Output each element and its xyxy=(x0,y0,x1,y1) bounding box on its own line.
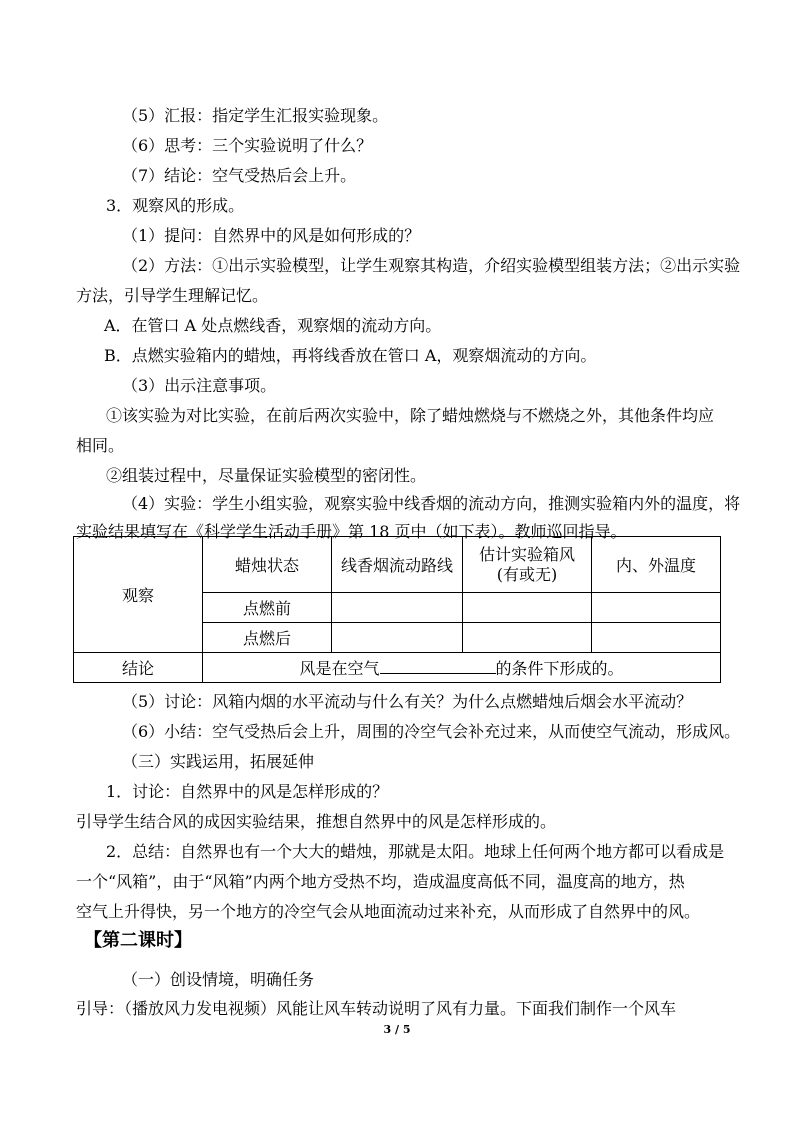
header-cell: 线香烟流动路线 xyxy=(332,537,463,593)
conclusion-cell xyxy=(203,653,721,683)
text-line: （三）实践运用，拓展延伸 xyxy=(122,752,315,771)
header-line: (有或无) xyxy=(496,564,558,584)
empty-cell xyxy=(592,623,721,653)
conclusion-label: 结论 xyxy=(74,653,203,683)
text-line: （5）讨论：风箱内烟的水平流动与什么有关？为什么点燃蜡烛后烟会水平流动？ xyxy=(122,692,693,711)
text-line: 引导学生结合风的成因实验结果，推想自然界中的风是怎样形成的。 xyxy=(76,812,557,831)
text-line: 空气上升得快，另一个地方的冷空气会从地面流动过来补充，从而形成了自然界中的风。 xyxy=(76,902,701,921)
text-line: 一个“风箱”，由于“风箱”内两个地方受热不均，造成温度高低不同，温度高的地方，热 xyxy=(76,872,685,891)
fill-blank[interactable] xyxy=(380,659,496,674)
empty-cell xyxy=(332,623,463,653)
text-line: （2）方法：①出示实验模型，让学生观察其构造，介绍实验模型组装方法；②出示实验 xyxy=(122,256,741,275)
empty-cell xyxy=(463,593,592,623)
empty-cell xyxy=(463,623,592,653)
observation-table xyxy=(73,536,721,683)
text-line: 3．观察风的形成。 xyxy=(106,196,245,215)
text-line: 方法，引导学生理解记忆。 xyxy=(76,286,269,305)
text-line: （6）思考：三个实验说明了什么？ xyxy=(122,136,373,155)
observe-label: 观察 xyxy=(74,537,203,653)
text-line: （7）结论：空气受热后会上升。 xyxy=(122,166,357,185)
text-line: ①该实验为对比实验，在前后两次实验中，除了蜡烛燃烧与不燃烧之外，其他条件均应 xyxy=(106,406,715,425)
conclusion-pre: 风是在空气 xyxy=(299,659,380,678)
text-line: 1．讨论：自然界中的风是怎样形成的？ xyxy=(106,782,389,801)
header-cell: 内、外温度 xyxy=(592,537,721,593)
section-heading: 【第二课时】 xyxy=(84,930,192,951)
text-line: （1）提问：自然界中的风是如何形成的？ xyxy=(122,226,421,245)
header-cell: 蜡烛状态 xyxy=(203,537,332,593)
text-line: （5）汇报：指定学生汇报实验现象。 xyxy=(122,106,389,125)
text-line: （3）出示注意事项。 xyxy=(122,376,277,395)
text-line: 2．总结：自然界也有一个大大的蜡烛，那就是太阳。地球上任何两个地方都可以看成是 xyxy=(106,842,725,861)
empty-cell xyxy=(332,593,463,623)
text-line: B．点燃实验箱内的蜡烛，再将线香放在管口 A，观察烟流动的方向。 xyxy=(104,346,597,365)
text-line: 引导：（播放风力发电视频）风能让风车转动说明了风有力量。下面我们制作一个风车 xyxy=(76,999,677,1018)
row-label: 点燃前 xyxy=(203,593,332,623)
text-line: （4）实验：学生小组实验，观察实验中线香烟的流动方向，推测实验箱内外的温度，将 xyxy=(122,494,741,513)
header-cell xyxy=(463,537,592,593)
conclusion-post: 的条件下形成的。 xyxy=(495,659,624,678)
header-line: 估计实验箱风 xyxy=(478,544,575,564)
text-line: ②组装过程中，尽量保证实验模型的密闭性。 xyxy=(106,466,427,485)
text-line: （6）小结：空气受热后会上升，周围的冷空气会补充过来，从而使空气流动，形成风。 xyxy=(122,722,741,741)
text-line: 相同。 xyxy=(76,436,125,455)
page-number: 3 / 5 xyxy=(383,1023,411,1036)
text-line: A．在管口 A 处点燃线香，观察烟的流动方向。 xyxy=(104,316,442,335)
empty-cell xyxy=(592,593,721,623)
text-line: （一）创设情境，明确任务 xyxy=(122,970,315,989)
row-label: 点燃后 xyxy=(203,623,332,653)
text-line: 实验结果填写在《科学学生活动手册》第 18 页中（如下表）。教师巡回指导。 xyxy=(76,522,627,541)
